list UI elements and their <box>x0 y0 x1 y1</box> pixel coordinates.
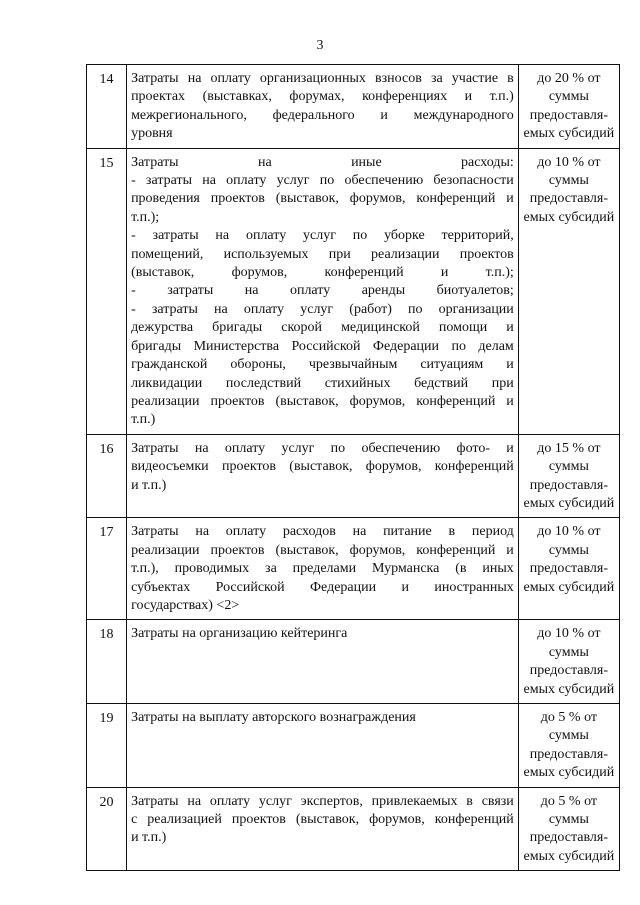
description-line: с реализацией проектов (выставок, форумов, конференций <box>131 812 514 828</box>
description-line: гражданской обороны, чрезвычайным ситуациям и <box>131 357 514 373</box>
table-row <box>87 518 620 620</box>
row-number: 20 <box>87 787 127 871</box>
limit-line: предоставля- <box>529 107 609 123</box>
description-line: Затраты на оплату организационных взносов за участие в <box>131 71 514 86</box>
limit-line: суммы <box>548 459 589 475</box>
limit-amount <box>518 620 619 704</box>
page-number: 3 <box>316 38 324 53</box>
description-line: т.п.), проводимых за пределами Мурманска (в иных <box>131 561 514 577</box>
limit-amount <box>518 434 619 518</box>
expense-description <box>127 434 519 518</box>
row-number: 19 <box>87 704 127 788</box>
description-line: Затраты на выплату авторского вознаграждения <box>131 710 416 725</box>
description-line: - затраты на оплату аренды биотуалетов; <box>131 283 514 299</box>
description-line: проведения проектов (выставок, форумов, конференций и <box>131 191 514 207</box>
limit-line: емых субсидий <box>523 848 615 864</box>
description-line: Затраты на оплату услуг экспертов, привлекаемых в связи <box>131 793 514 809</box>
limit-amount <box>518 704 619 788</box>
limit-line: до 10 % от <box>537 524 601 540</box>
description-line: государствах) <2> <box>131 597 240 613</box>
expense-table <box>86 64 620 871</box>
limit-amount <box>518 148 619 434</box>
description-line: и т.п.) <box>131 830 167 846</box>
table-row <box>87 704 620 788</box>
description-line: Затраты на оплату расходов на питание в период <box>131 524 514 540</box>
description-line: т.п.) <box>131 412 156 428</box>
table-row <box>87 65 620 149</box>
expense-description <box>127 787 519 871</box>
limit-line: до 5 % от <box>540 710 597 725</box>
limit-line: суммы <box>548 728 589 744</box>
limit-line: емых субсидий <box>523 579 615 595</box>
limit-line: предоставля- <box>529 663 609 679</box>
description-line: - затраты на оплату услуг (работ) по организации <box>131 301 514 317</box>
limit-line: предоставля- <box>529 477 609 493</box>
description-line: и т.п.) <box>131 477 167 493</box>
limit-line: предоставля- <box>529 746 609 762</box>
row-number: 18 <box>87 620 127 704</box>
limit-line: до 10 % от <box>537 626 601 642</box>
description-line: ликвидации последствий стихийных бедствий при <box>131 375 514 391</box>
description-line: субъектах Российской Федерации и иностранных <box>131 579 514 595</box>
table-row <box>87 148 620 434</box>
limit-line: емых субсидий <box>523 495 615 511</box>
description-line: - затраты на оплату услуг по уборке территорий, <box>131 228 514 244</box>
description-line: проектах (выставках, форумах, конференциях и т.п.) <box>131 89 514 105</box>
description-line: т.п.); <box>131 209 160 225</box>
table-row <box>87 620 620 704</box>
expense-description <box>127 518 519 620</box>
limit-line: суммы <box>548 644 589 660</box>
limit-line: емых субсидий <box>523 209 615 225</box>
limit-line: до 10 % от <box>537 154 601 170</box>
description-line: помещений, используемых при реализации проектов <box>131 246 514 262</box>
expense-description <box>127 65 519 149</box>
description-line: Затраты на организацию кейтеринга <box>131 626 348 642</box>
limit-line: предоставля- <box>529 830 609 846</box>
table-row <box>87 787 620 871</box>
expense-description <box>127 620 519 704</box>
limit-amount <box>518 65 619 149</box>
row-number: 17 <box>87 518 127 620</box>
limit-line: предоставля- <box>529 191 609 207</box>
limit-line: емых субсидий <box>523 681 615 697</box>
limit-line: предоставля- <box>529 561 609 577</box>
limit-amount <box>518 518 619 620</box>
row-number: 15 <box>87 148 127 434</box>
description-line: (выставок, форумов, конференций и т.п.); <box>131 265 514 281</box>
limit-line: до 15 % от <box>537 440 601 456</box>
limit-amount <box>518 787 619 871</box>
description-line: Затраты на оплату услуг по обеспечению фото- и <box>131 440 514 456</box>
table-row <box>87 434 620 518</box>
description-line: дежурства бригады скорой медицинской помощи и <box>131 320 514 336</box>
description-line: уровня <box>131 126 173 142</box>
limit-line: суммы <box>548 812 589 828</box>
description-line: видеосъемки проектов (выставок, форумов, конференций <box>131 459 514 475</box>
limit-line: до 20 % от <box>537 71 601 86</box>
expense-description <box>127 148 519 434</box>
limit-line: до 5 % от <box>540 793 597 809</box>
description-line: межрегионального, федерального и международного <box>131 107 514 123</box>
description-line: Затраты на иные расходы: <box>131 154 514 170</box>
description-line: реализации проектов (выставок, форумов, конференций и <box>131 542 514 558</box>
limit-line: емых субсидий <box>523 765 615 781</box>
limit-line: суммы <box>548 173 589 189</box>
description-line: реализации проектов (выставок, форумов, конференций и <box>131 393 514 409</box>
description-line: бригады Министерства Российской Федерации по делам <box>131 338 514 354</box>
limit-line: суммы <box>548 89 589 105</box>
row-number: 14 <box>87 65 127 149</box>
row-number: 16 <box>87 434 127 518</box>
expense-description <box>127 704 519 788</box>
description-line: - затраты на оплату услуг по обеспечению безопасности <box>131 173 514 189</box>
limit-line: емых субсидий <box>523 126 615 142</box>
limit-line: суммы <box>548 542 589 558</box>
